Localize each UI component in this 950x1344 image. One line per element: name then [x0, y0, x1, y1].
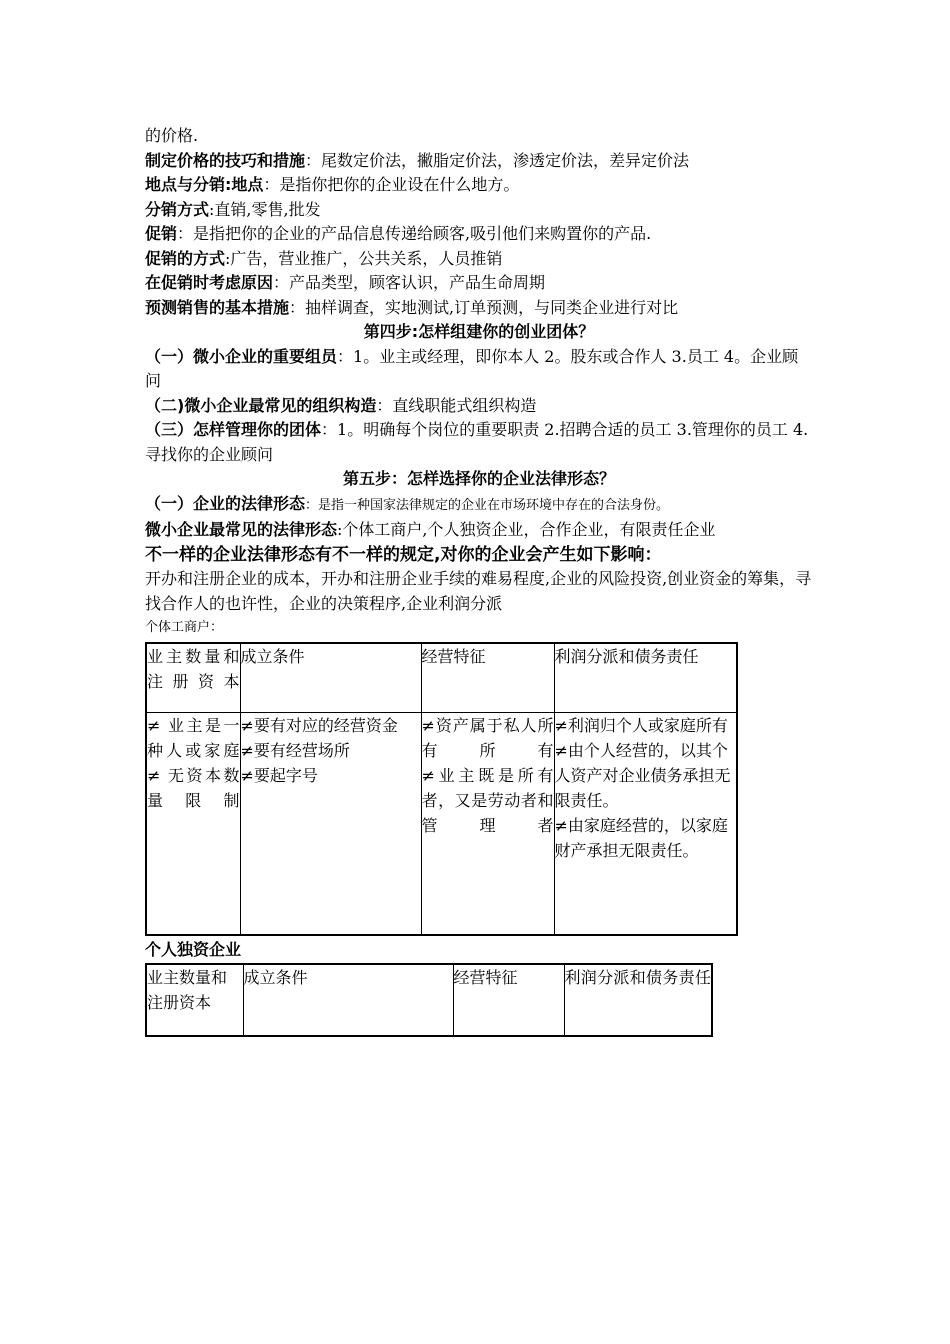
table-cell: ≠资产属于私人所有所有 ≠业主既是所有者，又是劳动者和管理者: [421, 713, 554, 935]
table-header-cell: 经营特征: [421, 643, 554, 713]
table-header-row: [146, 643, 737, 713]
table1-caption: 个体工商户：: [145, 620, 224, 635]
text-line: 预测销售的基本措施：抽样调查，实地测试,订单预测，与同类企业进行对比: [145, 297, 679, 317]
text-line: 微小企业最常见的法律形态:个体工商户,个人独资企业，合作企业，有限责任企业: [145, 520, 716, 539]
table-cell: ≠利润归个人或家庭所有 ≠由个人经营的，以其个人资产对企业债务承担无限责任。 ≠由家庭经营的，以家庭财产承担无限责任。: [554, 713, 737, 935]
table-cell: ≠要有对应的经营资金 ≠要有经营场所 ≠要起字号: [240, 713, 421, 935]
step5-heading: 第五步：怎样选择你的企业法律形态？: [342, 469, 615, 488]
table-header-row: [146, 964, 712, 1036]
table-header-cell: 业主数量和注册资本: [146, 643, 240, 713]
table-header-cell: 利润分派和债务责任: [554, 643, 737, 713]
table-header-cell: 成立条件: [243, 964, 453, 1036]
text-line: 地点与分销:地点：是指你把你的企业设在什么地方。: [145, 175, 520, 194]
text-line: 分销方式:直销,零售,批发: [145, 199, 321, 219]
text-line: 制定价格的技巧和措施：尾数定价法，撇脂定价法，渗透定价法，差异定价法: [145, 150, 690, 170]
table-header-cell: 业主数量和注册资本: [146, 964, 243, 1036]
table-cell: ≠ 业主是一种人或家庭 ≠ 无资本数量限制: [146, 713, 240, 935]
document-body: [145, 124, 813, 1037]
text-line: （二)微小企业最常见的组织构造：直线职能式组织构造: [145, 395, 537, 415]
text-line: 促销的方式:广告，营业推广，公共关系，人员推销: [145, 248, 503, 268]
text-line: 不一样的企业法律形态有不一样的规定,对你的企业会产生如下影响：: [145, 544, 662, 565]
text-line: 在促销时考虑原因：产品类型，顾客认识，产品生命周期: [145, 273, 546, 292]
table-row: [146, 713, 737, 935]
text-line: 的价格.: [145, 126, 199, 145]
table2-caption: 个人独资企业: [145, 939, 242, 959]
table-sole-proprietorship: [145, 963, 713, 1037]
step4-heading: 第四步:怎样组建你的创业团体？: [363, 322, 595, 341]
table-header-cell: 利润分派和债务责任: [564, 964, 712, 1036]
text-line: （三）怎样管理你的团体：1。明确每个岗位的重要职责 2.招聘合适的员工 3.管理你的员工 4.寻找你的企业顾问: [145, 420, 809, 464]
table-header-cell: 经营特征: [453, 964, 564, 1036]
table-header-cell: 成立条件: [240, 643, 421, 713]
text-line: （一）微小企业的重要组员：1。业主或经理，即你本人 2。股东或合作人 3.员工 4。企业顾问: [145, 346, 799, 390]
text-line: 开办和注册企业的成本，开办和注册企业手续的难易程度,企业的风险投资,创业资金的筹集，寻找合作人的也许性，企业的决策程序,企业利润分派: [145, 569, 812, 613]
text-line: （一）企业的法律形态：是指一种国家法律规定的企业在市场环境中存在的合法身份。: [145, 493, 670, 513]
text-line: 促销：是指把你的企业的产品信息传递给顾客,吸引他们来购置你的产品.: [145, 224, 652, 243]
table-individual-business: [145, 642, 738, 936]
